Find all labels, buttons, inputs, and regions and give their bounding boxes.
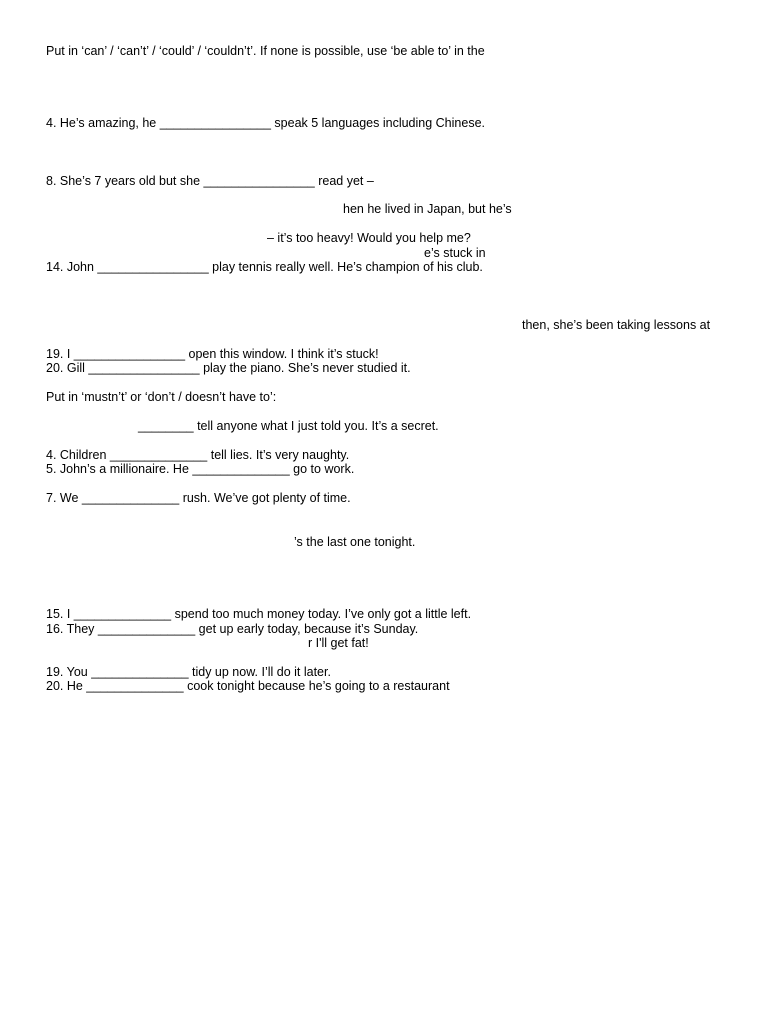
exercise-line-must-20: 20. He ______________ cook tonight because he’s going to a restaurant bbox=[46, 679, 450, 693]
exercise-line-must-4: 4. Children ______________ tell lies. It’s very naughty. bbox=[46, 448, 350, 462]
exercise-fragment-japan: hen he lived in Japan, but he’s bbox=[343, 202, 512, 216]
exercise-fragment-get-fat: r I'll get fat! bbox=[308, 636, 369, 650]
instruction-mustnt-dont: Put in ‘mustn’t’ or ‘don’t / doesn’t have to’: bbox=[46, 390, 277, 404]
exercise-line-can-19: 19. I ________________ open this window. I think it’s stuck! bbox=[46, 347, 379, 361]
exercise-fragment-stuck: e’s stuck in bbox=[424, 246, 486, 260]
exercise-line-can-14: 14. John ________________ play tennis really well. He’s champion of his club. bbox=[46, 260, 483, 274]
exercise-line-must-16: 16. They ______________ get up early today, because it’s Sunday. bbox=[46, 622, 419, 636]
exercise-line-must-15: 15. I ______________ spend too much money today. I’ve only got a little left. bbox=[46, 607, 472, 621]
exercise-fragment-secret: ________ tell anyone what I just told you. It’s a secret. bbox=[138, 419, 439, 433]
exercise-line-must-5: 5. John’s a millionaire. He ______________ go to work. bbox=[46, 462, 355, 476]
exercise-line-can-8: 8. She’s 7 years old but she ________________ read yet – bbox=[46, 174, 374, 188]
exercise-line-can-20: 20. Gill ________________ play the piano. She’s never studied it. bbox=[46, 361, 411, 375]
exercise-line-must-7: 7. We ______________ rush. We’ve got plenty of time. bbox=[46, 491, 351, 505]
exercise-line-can-4: 4. He’s amazing, he ________________ speak 5 languages including Chinese. bbox=[46, 116, 485, 130]
exercise-fragment-last-one: ’s the last one tonight. bbox=[294, 535, 416, 549]
exercise-line-must-19: 19. You ______________ tidy up now. I’ll do it later. bbox=[46, 665, 331, 679]
instruction-can-could: Put in ‘can’ / ‘can’t’ / ‘could’ / ‘couldn’t’. If none is possible, use ‘be able to’ in the bbox=[46, 44, 485, 58]
exercise-fragment-heavy: – it’s too heavy! Would you help me? bbox=[267, 231, 471, 245]
exercise-fragment-lessons: then, she’s been taking lessons at bbox=[522, 318, 711, 332]
